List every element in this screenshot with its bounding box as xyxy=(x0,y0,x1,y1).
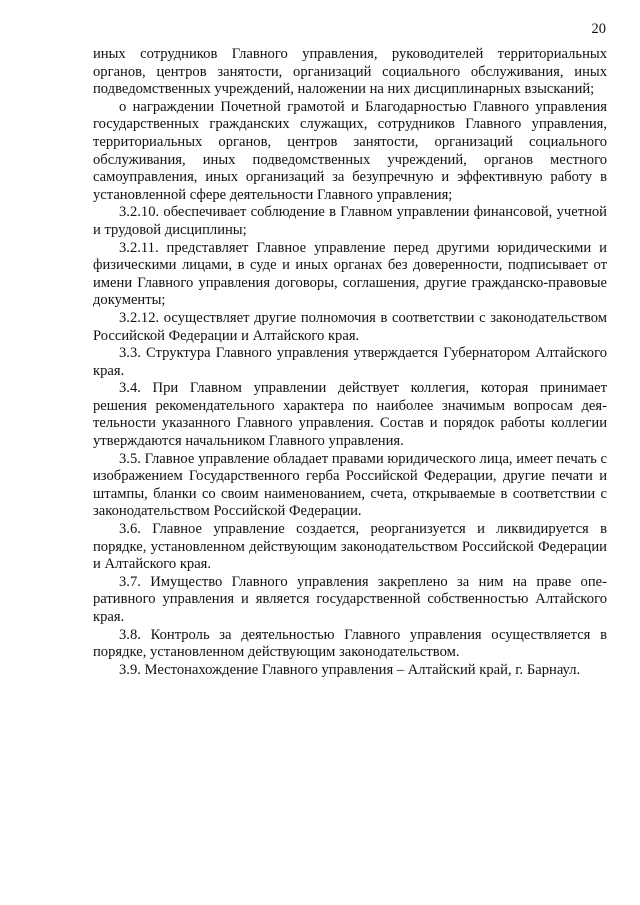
page-number: 20 xyxy=(591,21,606,37)
paragraph-3-2-12: 3.2.12. осуществляет другие полномочия в соответствии с законодательством Российской Федерации и Алтайского края. xyxy=(93,309,607,344)
paragraph-3-4: 3.4. При Главном управлении действует коллегия, которая принимает решения рекомендательного характера по наиболее значимым вопросам деятельности указанного Главного управления. Состав и порядок работы коллегии утверждаются начальником Главного управления. xyxy=(93,380,607,450)
paragraph-3-9: 3.9. Местонахождение Главного управления – Алтайский край, г. Барнаул. xyxy=(119,661,581,678)
document-body xyxy=(93,46,607,679)
paragraph-3-2-11: 3.2.11. представляет Главное управление перед другими юридическими и физическими лицами, в суде и иных органах без доверенности, подписывает от имени Главного управления договоры, соглашения, другие гражданско-правовые документы; xyxy=(93,239,607,309)
paragraph-continuation: иных сотрудников Главного управления, руководителей территориальных органов, центров занятости, организаций социального обслуживания, иных подведомственных учреждений, наложении на них дисциплинарных взысканий; xyxy=(93,46,607,98)
paragraph-3-8: 3.8. Контроль за деятельностью Главного управления осуществляется в порядке, установленном действующим законодательством. xyxy=(93,626,607,661)
paragraph-3-2-10: 3.2.10. обеспечивает соблюдение в Главном управлении финансовой, учетной и трудовой дисциплины; xyxy=(93,204,607,238)
paragraph-3-7: 3.7. Имущество Главного управления закреплено за ним на праве оперативного управления и является государственной собственностью Алтайского края. xyxy=(93,573,607,625)
paragraph-awards: о награждении Почетной грамотой и Благодарностью Главного управления государственных гражданских служащих, сотрудников Главного управления, территориальных органов, центров занятости, организаций социального обслуживания, иных подведомственных учреждений, органов местного самоуправления, иных организаций за безупречную и эффективную работу в установленной сфере деятельности Главного управления; xyxy=(93,98,607,203)
paragraph-3-3: 3.3. Структура Главного управления утверждается Губернатором Алтайского края. xyxy=(93,345,607,379)
paragraph-3-6: 3.6. Главное управление создается, реорганизуется и ликвидируется в порядке, установленном действующим законодательством Российской Федерации и Алтайского края. xyxy=(93,521,607,573)
paragraph-3-5: 3.5. Главное управление обладает правами юридического лица, имеет печать с изображением Государственного герба Российской Федерации, другие печати и штампы, бланки со своим наименованием, счета, открываемые в соответствии с законодательством Российской Федерации. xyxy=(93,450,607,520)
